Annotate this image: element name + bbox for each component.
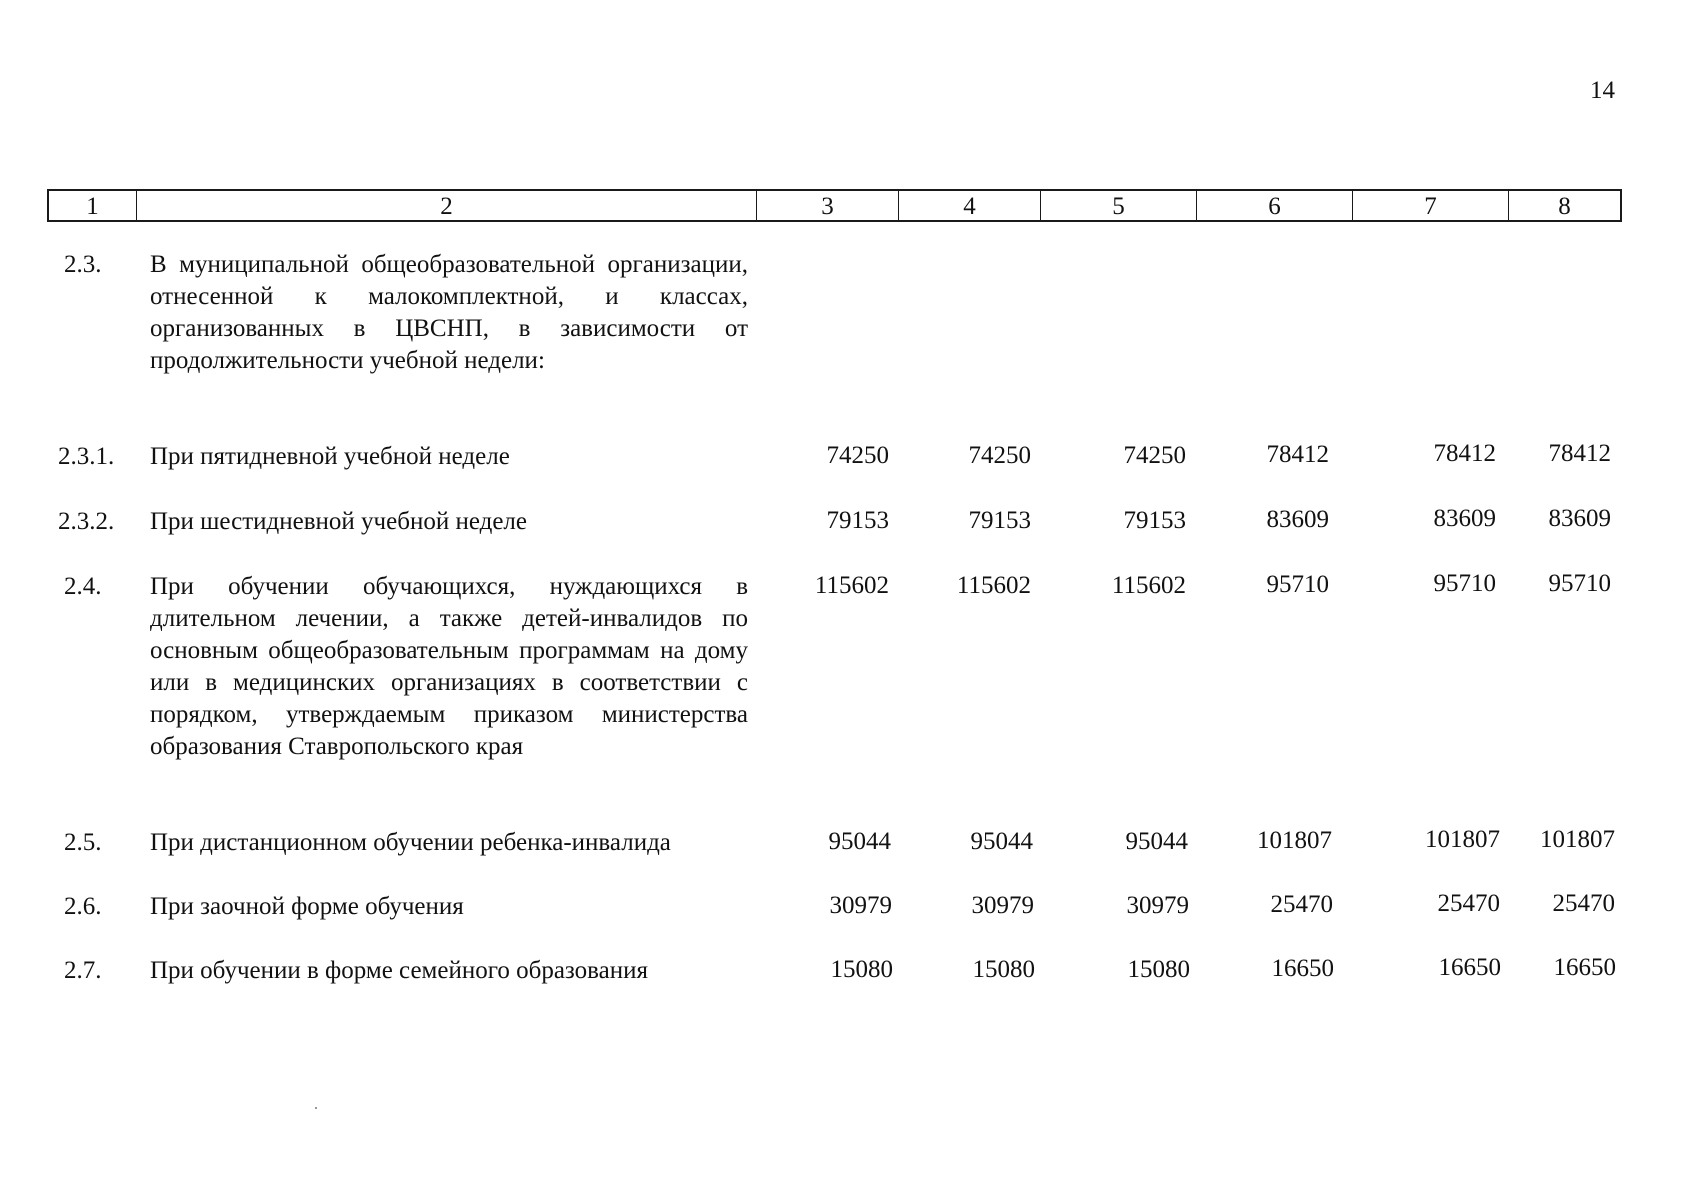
value-col-3: 115602 — [814, 572, 889, 599]
header-cell-3: 3 — [757, 191, 899, 220]
value-col-5: 30979 — [1126, 892, 1189, 919]
header-cell-6: 6 — [1197, 191, 1353, 220]
row-description: При обучении обучающихся, нуждающихся в длительном лечении, а также детей-инвалидов по основным общеобразовательным программам на дому или в медицинских организациях в соответствии с порядком, утверждаемым приказом министерства образования Ставропольского края — [150, 573, 748, 760]
value-col-6: 25470 — [1270, 891, 1333, 918]
row-code: 2.6. — [64, 893, 102, 920]
row-description: При обучении в форме семейного образования — [150, 957, 648, 984]
value-col-3: 15080 — [830, 956, 893, 983]
value-col-5: 95044 — [1125, 828, 1188, 855]
value-col-8: 101807 — [1540, 826, 1615, 853]
value-col-6: 101807 — [1257, 827, 1332, 854]
value-col-6: 16650 — [1271, 955, 1334, 982]
row-description: В муниципальной общеобразовательной организации, отнесенной к малокомплектной, и классах, организованных в ЦВСНП, в зависимости от продолжительности учебной недели: — [150, 251, 748, 374]
row-description: При шестидневной учебной неделе — [150, 508, 527, 535]
row-code: 2.3.2. — [58, 508, 115, 535]
value-col-7: 101807 — [1425, 826, 1500, 853]
value-col-3: 30979 — [829, 892, 892, 919]
header-cell-8: 8 — [1558, 193, 1571, 220]
value-col-5: 79153 — [1123, 507, 1186, 534]
page-number: 14 — [1590, 77, 1615, 104]
value-col-3: 79153 — [826, 507, 889, 534]
value-col-4: 95044 — [970, 828, 1033, 855]
value-col-7: 95710 — [1433, 570, 1496, 597]
value-col-6: 83609 — [1266, 506, 1329, 533]
header-cell-5: 5 — [1041, 191, 1197, 220]
value-col-7: 25470 — [1437, 890, 1500, 917]
value-col-5: 15080 — [1127, 956, 1190, 983]
header-cell-2: 2 — [137, 191, 757, 220]
row-description: При заочной форме обучения — [150, 893, 464, 920]
header-cell-1: 1 — [49, 191, 137, 220]
value-col-8: 83609 — [1548, 505, 1611, 532]
value-col-8: 16650 — [1553, 954, 1616, 981]
row-description: При пятидневной учебной неделе — [150, 443, 510, 470]
value-col-6: 95710 — [1266, 571, 1329, 598]
value-col-4: 15080 — [972, 956, 1035, 983]
value-col-4: 115602 — [956, 572, 1031, 599]
value-col-7: 83609 — [1433, 505, 1496, 532]
value-col-5: 115602 — [1111, 572, 1186, 599]
value-col-3: 74250 — [826, 442, 889, 469]
row-code: 2.3. — [64, 251, 102, 278]
row-code: 2.4. — [64, 573, 102, 600]
value-col-5: 74250 — [1123, 442, 1186, 469]
header-cell-7: 7 — [1353, 191, 1509, 220]
value-col-4: 79153 — [968, 507, 1031, 534]
row-description: При дистанционном обучении ребенка-инвалида — [150, 829, 671, 856]
value-col-4: 30979 — [971, 892, 1034, 919]
value-col-8: 78412 — [1548, 440, 1611, 467]
value-col-3: 95044 — [828, 828, 891, 855]
header-cell-4: 4 — [899, 191, 1041, 220]
value-col-7: 78412 — [1433, 440, 1496, 467]
value-col-6: 78412 — [1266, 441, 1329, 468]
column-number-header — [47, 189, 1622, 222]
value-col-7: 16650 — [1438, 954, 1501, 981]
value-col-8: 25470 — [1552, 890, 1615, 917]
value-col-4: 74250 — [968, 442, 1031, 469]
scan-speck — [315, 1107, 317, 1109]
row-code: 2.5. — [64, 829, 102, 856]
row-code: 2.7. — [64, 957, 102, 984]
row-code: 2.3.1. — [58, 443, 115, 470]
value-col-8: 95710 — [1548, 570, 1611, 597]
